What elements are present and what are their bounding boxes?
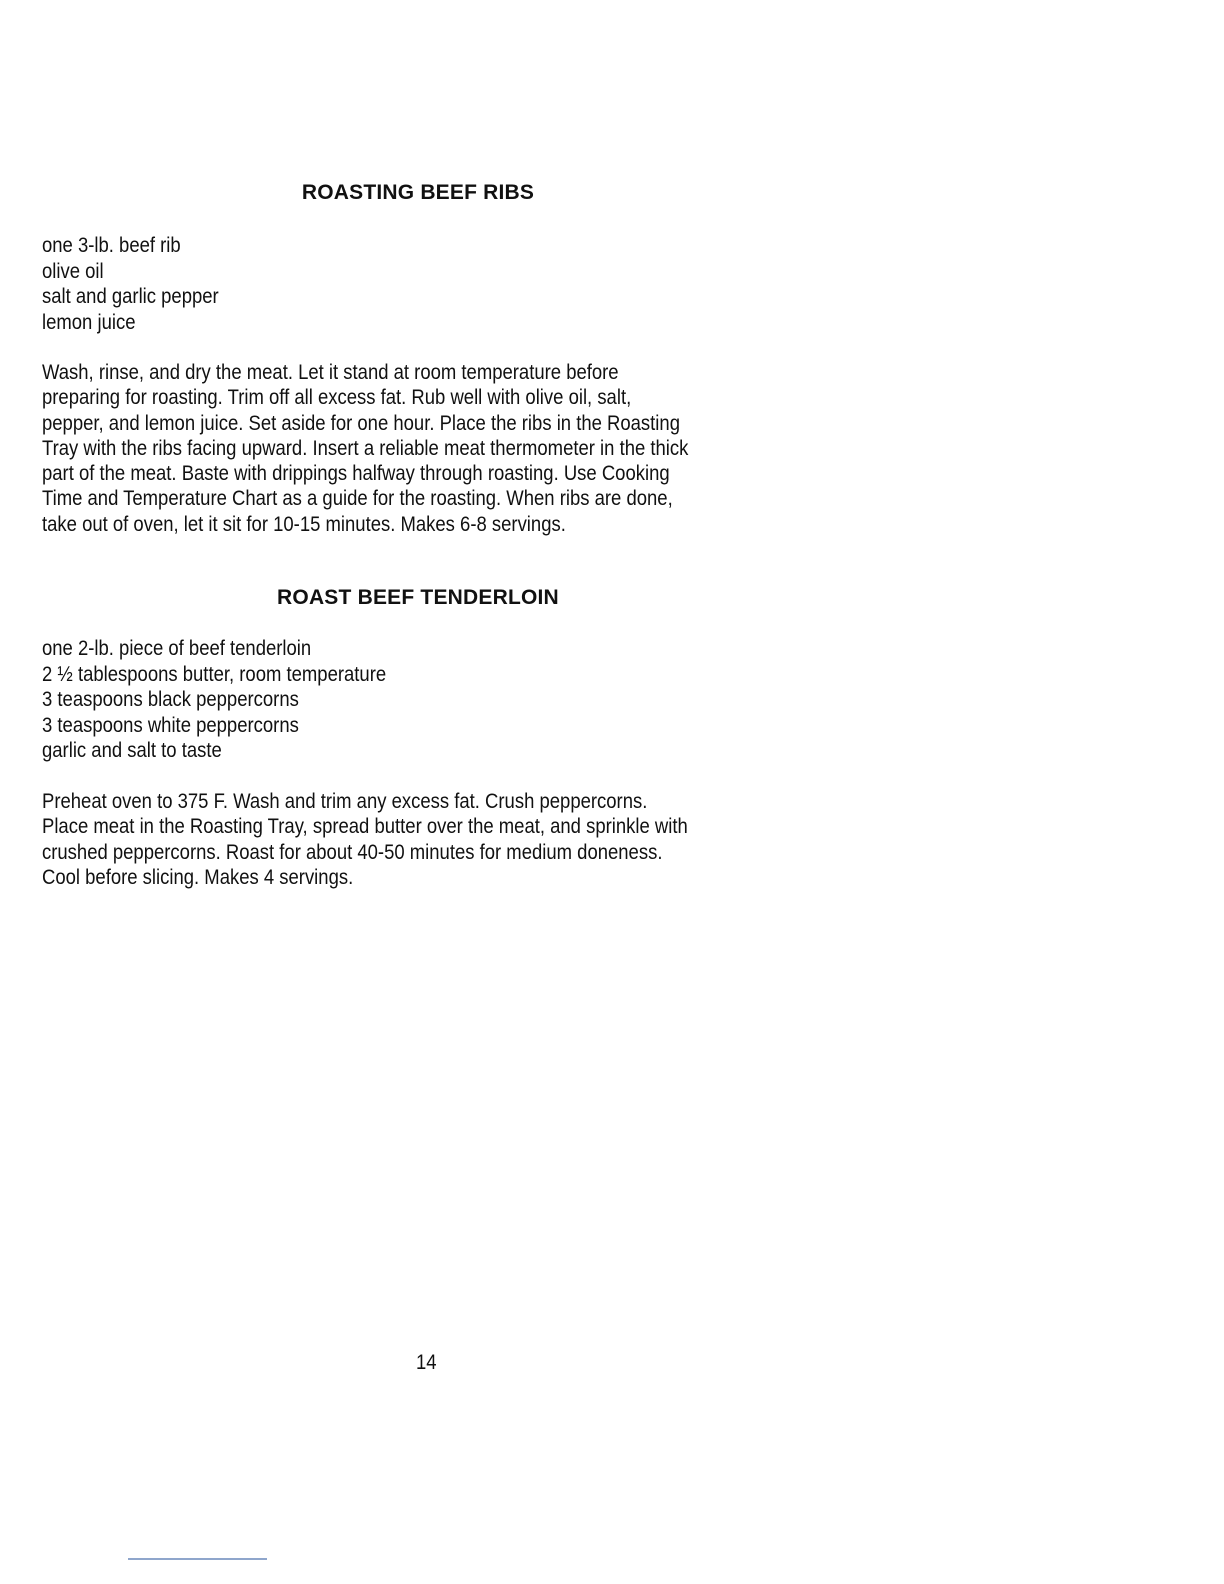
instruction-line: Time and Temperature Chart as a guide for the roasting. When ribs are done, — [42, 487, 673, 511]
instruction-line: Preheat oven to 375 F. Wash and trim any excess fat. Crush peppercorns. — [42, 790, 648, 813]
ingredient-item: one 2-lb. piece of beef tenderloin — [42, 637, 312, 660]
ingredient-item: 3 teaspoons white peppercorns — [42, 713, 299, 737]
instruction-line: Cool before slicing. Makes 4 servings. — [42, 865, 354, 889]
instructions-beef-ribs — [42, 360, 778, 537]
instruction-line: pepper, and lemon juice. Set aside for one hour. Place the ribs in the Roasting — [42, 411, 680, 435]
ingredient-item: 3 teaspoons black peppercorns — [42, 688, 299, 711]
instruction-line: Wash, rinse, and dry the meat. Let it stand at room temperature before — [42, 361, 619, 384]
ingredient-item: lemon juice — [42, 310, 136, 334]
ingredient-item: one 3-lb. beef rib — [42, 234, 181, 257]
recipe-title-beef-tenderloin: ROAST BEEF TENDERLOIN — [277, 586, 559, 609]
ingredients-list-beef-tenderloin — [42, 636, 386, 764]
recipe-title-beef-ribs: ROASTING BEEF RIBS — [301, 181, 535, 204]
ingredient-item: salt and garlic pepper — [42, 285, 219, 308]
ingredient-item: garlic and salt to taste — [42, 739, 222, 762]
ingredients-list-beef-ribs — [42, 233, 219, 335]
bottom-divider — [128, 1558, 267, 1560]
ingredient-item: 2 ½ tablespoons butter, room temperature — [42, 662, 387, 686]
instruction-line: Place meat in the Roasting Tray, spread butter over the meat, and sprinkle with — [42, 815, 688, 839]
page-number: 14 — [416, 1351, 437, 1374]
instruction-line: crushed peppercorns. Roast for about 40-50 minutes for medium doneness. — [42, 840, 663, 864]
instruction-line: preparing for roasting. Trim off all excess fat. Rub well with olive oil, salt, — [42, 386, 632, 410]
instruction-line: Tray with the ribs facing upward. Insert a reliable meat thermometer in the thick — [42, 436, 689, 460]
instruction-line: take out of oven, let it sit for 10-15 minutes. Makes 6-8 servings. — [42, 512, 566, 536]
instructions-beef-tenderloin — [42, 789, 778, 890]
ingredient-item: olive oil — [42, 259, 104, 283]
instruction-line: part of the meat. Baste with drippings halfway through roasting. Use Cooking — [42, 462, 670, 486]
